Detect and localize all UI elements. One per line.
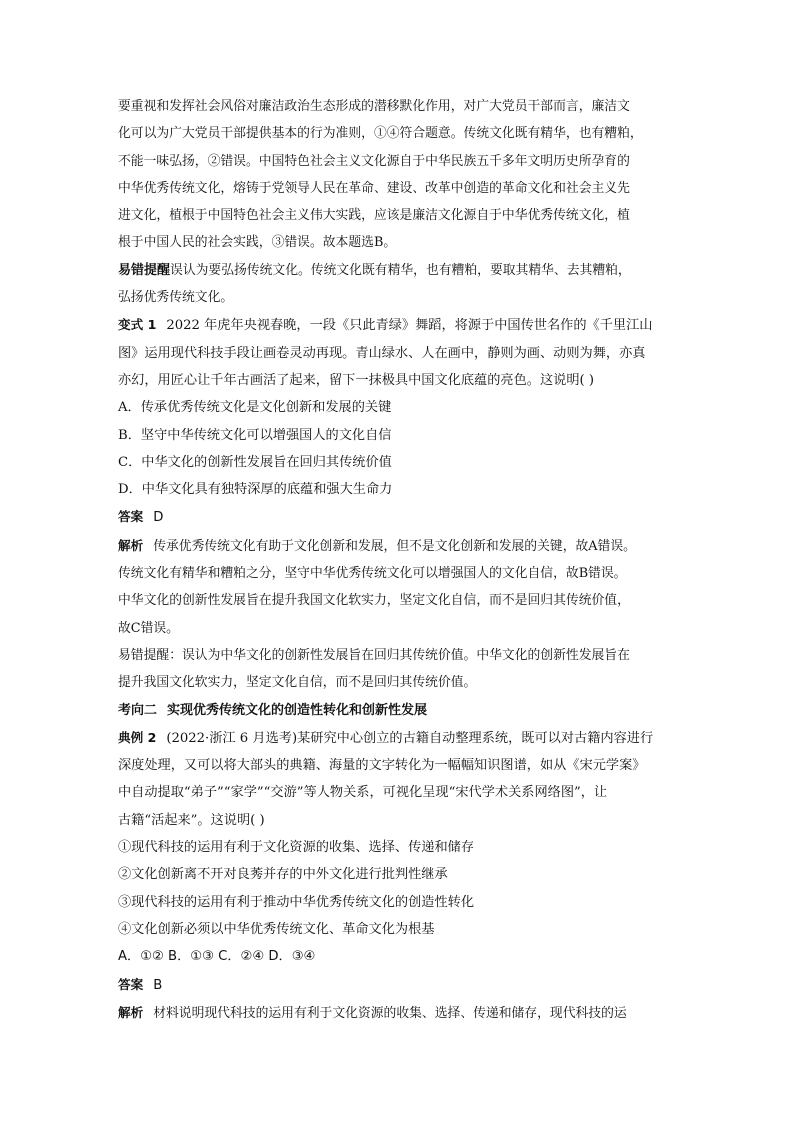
- variant-label: 变式 1: [118, 317, 157, 333]
- error-tip-text: 弘扬优秀传统文化。: [118, 290, 234, 306]
- example-question: [118, 724, 678, 752]
- example-question-text: 某研究中心创立的古籍自动整理系统，既可以对古籍内容进行: [297, 730, 654, 746]
- section-heading: [118, 697, 678, 724]
- example-question-text: 古籍“活起来”。这说明( ): [118, 812, 265, 828]
- analysis-text: 传承优秀传统文化有助于文化创新和发展，但不是文化创新和发展的关键，故A错误。: [153, 538, 636, 554]
- option-b: B．坚守中华传统文化可以增强国人的文化自信: [118, 427, 392, 443]
- error-tip-label: 易错提醒：: [118, 647, 182, 663]
- explanation-line: 不能一味弘扬，②错误。中国特色社会主义文化源自于中华民族五千多年文明历史所孕育的: [118, 153, 630, 169]
- explanation-line: 化可以为广大党员干部提供基本的行为准则，①④符合题意。传统文化既有精华，也有糟粕，: [118, 126, 643, 142]
- error-tip-text: 误认为中华文化的创新性发展旨在回归其传统价值。中华文化的创新性发展旨在: [181, 647, 630, 663]
- explanation-line: 要重视和发挥社会风俗对廉洁政治生态形成的潜移默化作用，对广大党员干部而言，廉洁文: [118, 99, 630, 114]
- error-tip: [118, 257, 678, 284]
- statement-1: ①现代科技的运用有利于文化资源的收集、选择、传递和储存: [118, 840, 475, 856]
- variant-question: [118, 311, 678, 339]
- answer-label: 答案: [118, 976, 144, 992]
- example-question-text: 深度处理，又可以将大部头的典籍、海量的文字转化为一幅幅知识图谱，如从《宋元学案》: [118, 758, 646, 774]
- variant-question-text: 图》运用现代科技手段让画卷灵动再现。青山绿水、人在画中，静则为画、动则为舞，亦真: [118, 345, 646, 361]
- option-a: A．传承优秀传统文化是文化创新和发展的关键: [118, 400, 392, 416]
- statement-3: ③现代科技的运用有利于推动中华优秀传统文化的创造性转化: [118, 894, 475, 910]
- error-tip-label: 易错提醒: [118, 262, 171, 278]
- explanation-line: 中华优秀传统文化，熔铸于党领导人民在革命、建设、改革中创造的革命文化和社会主义先: [118, 180, 630, 196]
- example-question-text: 中自动提取“弟子”“家学”“交游”等人物关系，可视化呈现“宋代学术关系网络图”，让: [118, 785, 608, 801]
- answer: [118, 503, 678, 531]
- explanation-line: 根于中国人民的社会实践，③错误。故本题选B。: [118, 235, 397, 251]
- analysis-text: 故C错误。: [118, 620, 179, 636]
- option-c: C．中华文化的创新性发展旨在回归其传统价值: [118, 454, 392, 470]
- analysis-text: 传统文化有精华和糟粕之分，坚守中华优秀传统文化可以增强国人的文化自信，故B错误。: [118, 566, 627, 582]
- choices: A．①② B．①③ C．②④ D．③④: [118, 949, 316, 965]
- statement-2: ②文化创新离不开对良莠并存的中外文化进行批判性继承: [118, 867, 448, 883]
- answer-value: B: [153, 977, 163, 993]
- analysis-text: 材料说明现代科技的运用有利于文化资源的收集、选择、传递和储存，现代科技的运: [153, 1005, 627, 1021]
- analysis: [118, 532, 678, 560]
- statement-4: ④文化创新必须以中华优秀传统文化、革命文化为根基: [118, 921, 435, 937]
- analysis-text: 中华文化的创新性发展旨在提升我国文化软实力，坚定文化自信，而不是回归其传统价值，: [118, 593, 630, 609]
- variant-question-text: 亦幻，用匠心让千年古画活了起来，留下一抹极具中国文化底蕴的亮色。这说明( ): [118, 372, 595, 388]
- answer-label: 答案: [118, 509, 144, 525]
- analysis: [118, 999, 678, 1027]
- error-tip-text: 误认为要弘扬传统文化。传统文化既有精华，也有糟粕，要取其精华、去其糟粕，: [170, 262, 631, 278]
- example-label: 典例 2: [118, 729, 157, 745]
- example-source: (2022·浙江 6 月选考): [166, 730, 298, 746]
- explanation-line: 进文化，植根于中国特色社会主义伟大实践，应该是廉洁文化源自于中华优秀传统文化，植: [118, 208, 630, 224]
- section-label: 考向二: [118, 702, 158, 718]
- error-tip: [118, 642, 678, 669]
- analysis-label: 解析: [118, 537, 144, 553]
- variant-question-text: 2022 年虎年央视春晚，一段《只此青绿》舞蹈，将源于中国传世名作的《千里江山: [166, 318, 653, 334]
- answer: [118, 971, 678, 999]
- document-page: [118, 93, 678, 1027]
- error-tip-text: 提升我国文化软实力，坚定文化自信，而不是回归其传统价值。: [118, 675, 477, 691]
- answer-value: D: [153, 510, 164, 526]
- analysis-label: 解析: [118, 1004, 144, 1020]
- section-title: 实现优秀传统文化的创造性转化和创新性发展: [167, 702, 428, 718]
- option-d: D．中华文化具有独特深厚的底蕴和强大生命力: [118, 482, 393, 498]
